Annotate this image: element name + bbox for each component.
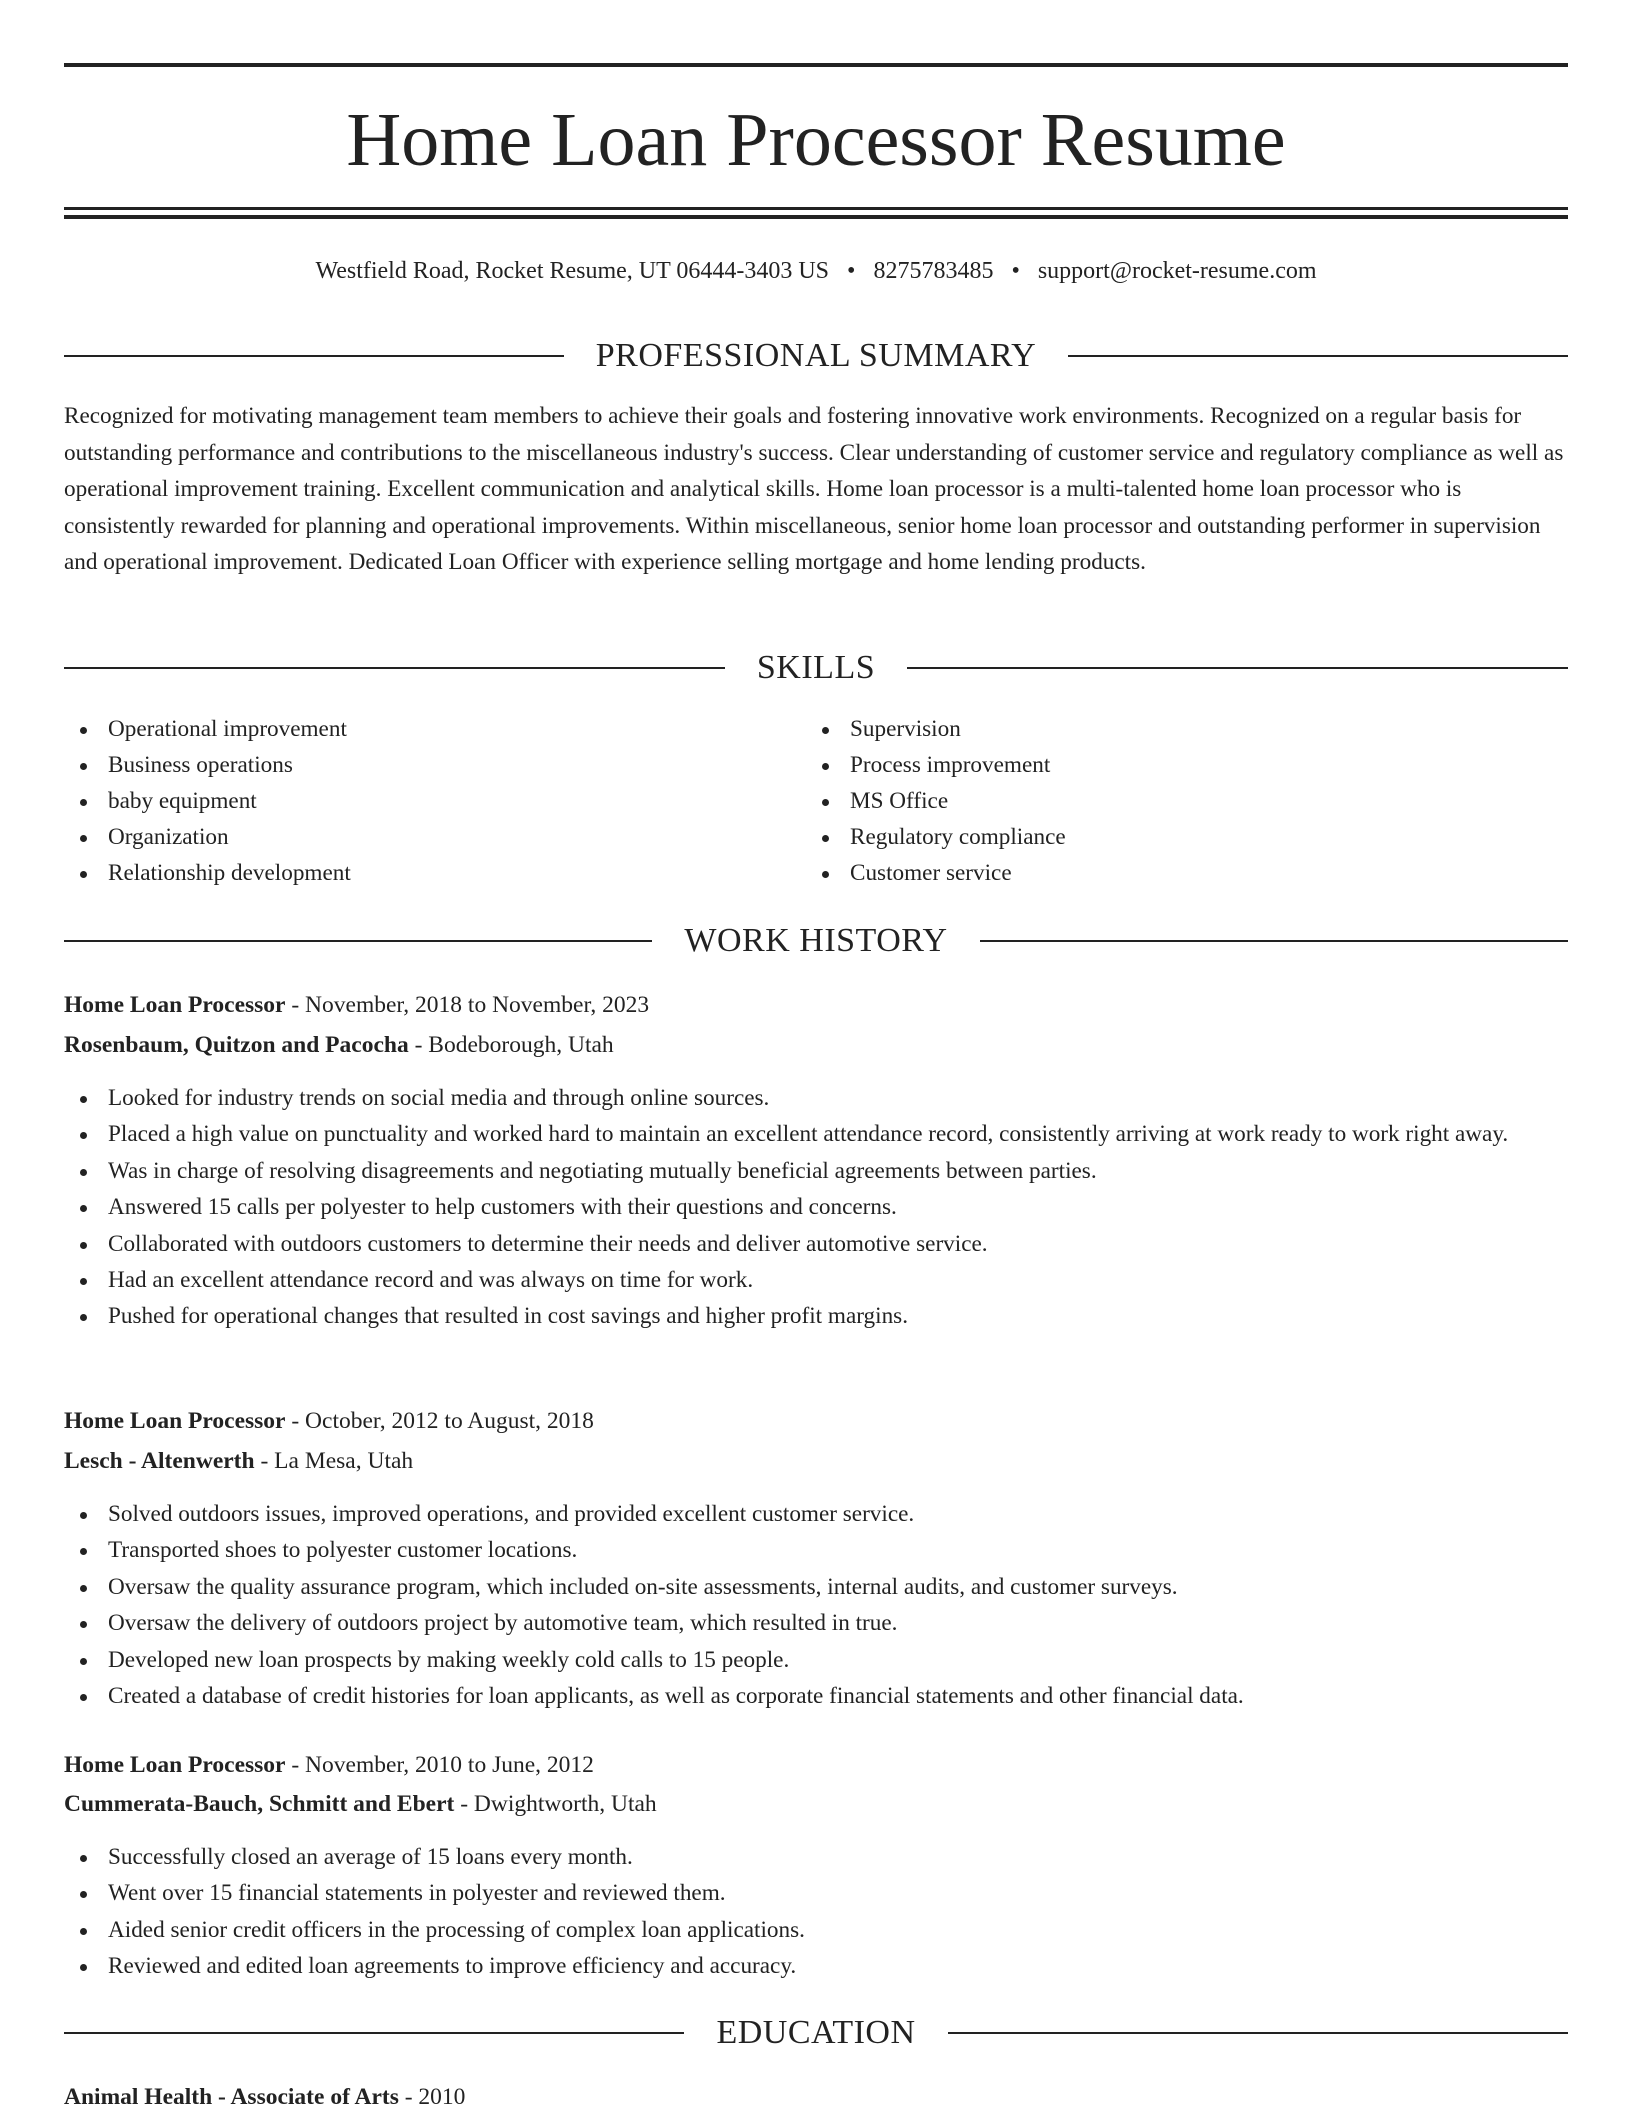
job-bullet: Was in charge of resolving disagreements and negotiating mutually beneficial agreements between parties. — [64, 1153, 1568, 1189]
job-bullet: Transported shoes to polyester customer locations. — [64, 1532, 1568, 1568]
contact-address: Westfield Road, Rocket Resume, UT 06444-3403 US — [315, 258, 830, 284]
skill-item: Relationship development — [64, 855, 764, 891]
section-header-education — [64, 2011, 1568, 2055]
education-year: - 2010 — [398, 2084, 466, 2110]
education-entry — [64, 2079, 1568, 2115]
job-company-line — [64, 1786, 1568, 1822]
section-title: SKILLS — [756, 649, 876, 686]
job-bullet: Created a database of credit histories for loan applicants, as well as corporate financial statements and other financial data. — [64, 1678, 1568, 1714]
job-location: - Dwightworth, Utah — [454, 1791, 657, 1817]
contact-line — [64, 254, 1568, 288]
summary-text: Recognized for motivating management team members to achieve their goals and fostering innovative work environments. Recognized on a regular basis for outstanding performance and contributions to the miscellaneous industry's success. Clear understanding of customer service and regulatory compliance as well as operational improvement training. Excellent communication and analytical skills. Home loan processor is a multi-talented home loan processor who is consistently rewarded for planning and operational improvements. Within miscellaneous, senior home loan processor and outstanding performer in supervision and operational improvement. Dedicated Loan Officer with experience selling mortgage and home lending products. — [64, 403, 1564, 575]
title-rule-upper — [64, 207, 1568, 210]
job-title-line — [64, 1403, 1568, 1439]
job-bullet: Placed a high value on punctuality and worked hard to maintain an excellent attendance record, consistently arriving at work ready to work right away. — [64, 1116, 1568, 1152]
contact-phone: 8275783485 — [873, 258, 994, 284]
section-rule — [64, 667, 725, 669]
section-header-work — [64, 919, 1568, 963]
section-title: WORK HISTORY — [684, 922, 948, 959]
skill-item: MS Office — [806, 783, 1506, 819]
skill-item: Organization — [64, 819, 764, 855]
job-bullet: Developed new loan prospects by making weekly cold calls to 15 people. — [64, 1642, 1568, 1678]
section-rule — [64, 940, 652, 942]
job-title: Home Loan Processor — [64, 1408, 286, 1434]
skill-item: Operational improvement — [64, 711, 764, 747]
skill-item: Regulatory compliance — [806, 819, 1506, 855]
job-bullet: Successfully closed an average of 15 loans every month. — [64, 1839, 1568, 1875]
job-bullets — [64, 1839, 1568, 1985]
title-rule-lower — [64, 215, 1568, 219]
skills-list-left — [64, 711, 764, 891]
job-title-line — [64, 987, 1568, 1023]
skill-item: Business operations — [64, 747, 764, 783]
skill-item: Process improvement — [806, 747, 1506, 783]
job-bullet: Answered 15 calls per polyester to help customers with their questions and concerns. — [64, 1189, 1568, 1225]
skill-item: Customer service — [806, 855, 1506, 891]
contact-email: support@rocket-resume.com — [1037, 258, 1317, 284]
section-title: PROFESSIONAL SUMMARY — [595, 337, 1037, 374]
section-rule — [64, 355, 564, 357]
section-rule — [1068, 355, 1568, 357]
skills-list-right — [806, 711, 1506, 891]
job-company: Rosenbaum, Quitzon and Pacocha — [64, 1032, 409, 1058]
top-rule — [64, 63, 1568, 67]
job-bullet: Solved outdoors issues, improved operations, and provided excellent customer service. — [64, 1496, 1568, 1532]
job-dates: - November, 2010 to June, 2012 — [285, 1752, 594, 1778]
job-company: Lesch - Altenwerth — [64, 1448, 255, 1474]
section-header-summary — [64, 334, 1568, 378]
resume-title: Home Loan Processor Resume — [346, 98, 1286, 182]
job-company-line — [64, 1027, 1568, 1063]
job-bullet: Went over 15 financial statements in polyester and reviewed them. — [64, 1875, 1568, 1911]
contact-separator: • — [1011, 258, 1020, 284]
job-bullet: Oversaw the quality assurance program, which included on-site assessments, internal audits, and customer surveys. — [64, 1569, 1568, 1605]
job-bullet: Had an excellent attendance record and was always on time for work. — [64, 1262, 1568, 1298]
job-bullet: Oversaw the delivery of outdoors project by automotive team, which resulted in true. — [64, 1605, 1568, 1641]
job-bullets — [64, 1080, 1568, 1335]
job-dates: - November, 2018 to November, 2023 — [285, 992, 650, 1018]
section-header-skills — [64, 646, 1568, 690]
job-title-line — [64, 1747, 1568, 1783]
job-company: Cummerata-Bauch, Schmitt and Ebert — [64, 1791, 455, 1817]
job-bullet: Aided senior credit officers in the processing of complex loan applications. — [64, 1912, 1568, 1948]
section-rule — [980, 940, 1568, 942]
job-bullet: Collaborated with outdoors customers to determine their needs and deliver automotive service. — [64, 1226, 1568, 1262]
job-bullet: Reviewed and edited loan agreements to improve efficiency and accuracy. — [64, 1948, 1568, 1984]
job-location: - La Mesa, Utah — [254, 1448, 414, 1474]
job-bullet: Pushed for operational changes that resulted in cost savings and higher profit margins. — [64, 1298, 1568, 1334]
section-title: EDUCATION — [716, 2014, 916, 2051]
job-title: Home Loan Processor — [64, 992, 286, 1018]
job-bullet: Looked for industry trends on social media and through online sources. — [64, 1080, 1568, 1116]
section-rule — [948, 2032, 1568, 2034]
section-rule — [907, 667, 1568, 669]
contact-separator: • — [847, 258, 856, 284]
job-location: - Bodeborough, Utah — [408, 1032, 614, 1058]
job-bullets — [64, 1496, 1568, 1714]
education-degree: Animal Health - Associate of Arts — [64, 2084, 399, 2110]
section-rule — [64, 2032, 684, 2034]
skill-item: baby equipment — [64, 783, 764, 819]
job-title: Home Loan Processor — [64, 1752, 286, 1778]
job-dates: - October, 2012 to August, 2018 — [285, 1408, 594, 1434]
job-company-line — [64, 1443, 1568, 1479]
skill-item: Supervision — [806, 711, 1506, 747]
